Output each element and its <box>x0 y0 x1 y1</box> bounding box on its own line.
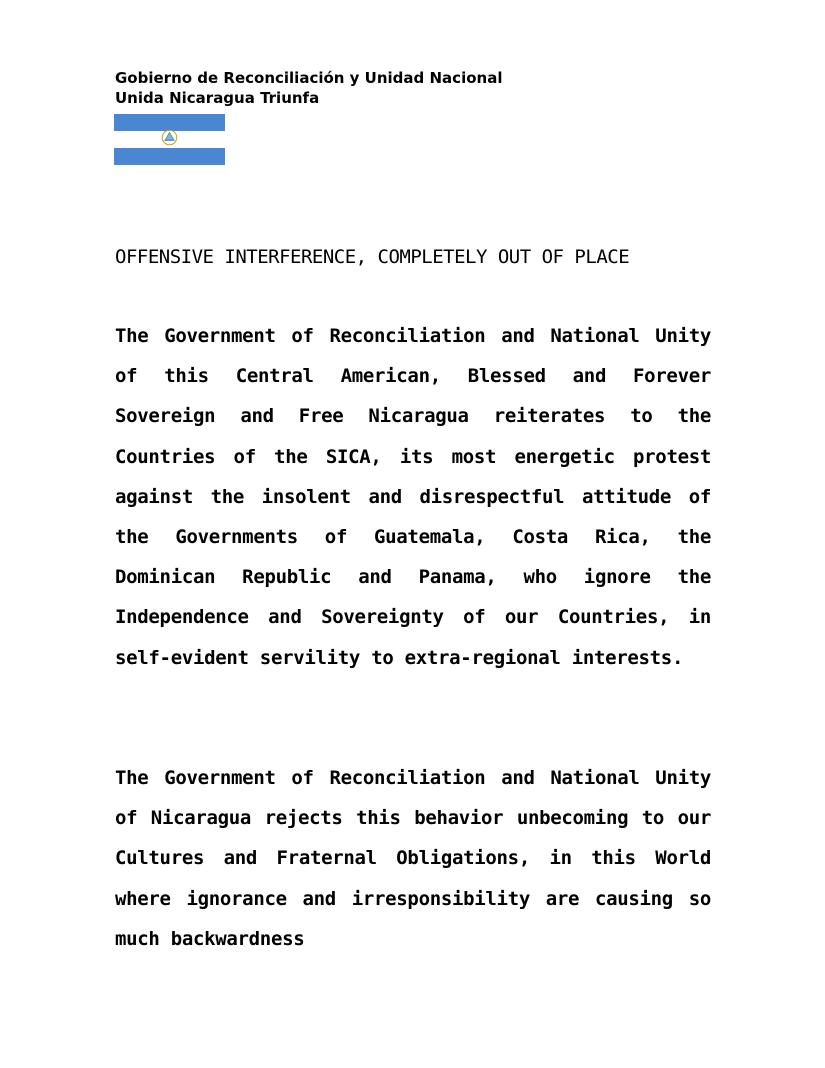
body-paragraph-1: The Government of Reconciliation and National Unity of this Central American, Blessed and Forever Sovereign and Free Nicaragua reiterates to the Countries of the SICA, its most energetic protest against the insolent and disrespectful attitude of the Governments of Guatemala, Costa Rica, the Dominican Republic and Panama, who ignore the Independence and Sovereignty of our Countries, in self-evident servility to extra-regional interests. <box>115 325 711 669</box>
letterhead <box>115 68 502 108</box>
letterhead-government-name: Gobierno de Reconciliación y Unidad Nacional <box>115 69 503 87</box>
nicaragua-flag-icon <box>114 114 225 165</box>
flag-middle-band <box>114 131 225 148</box>
letterhead-slogan: Unida Nicaragua Triunfa <box>115 89 320 107</box>
nicaragua-coat-of-arms-icon <box>161 129 178 146</box>
flag-bottom-band <box>114 148 225 165</box>
document-headline: OFFENSIVE INTERFERENCE, COMPLETELY OUT OF PLACE <box>115 246 630 268</box>
body-paragraph-2: The Government of Reconciliation and National Unity of Nicaragua rejects this behavior unbecoming to our Cultures and Fraternal Obligations, in this World where ignorance and irresponsibility are causing so much backwardness <box>115 767 711 950</box>
